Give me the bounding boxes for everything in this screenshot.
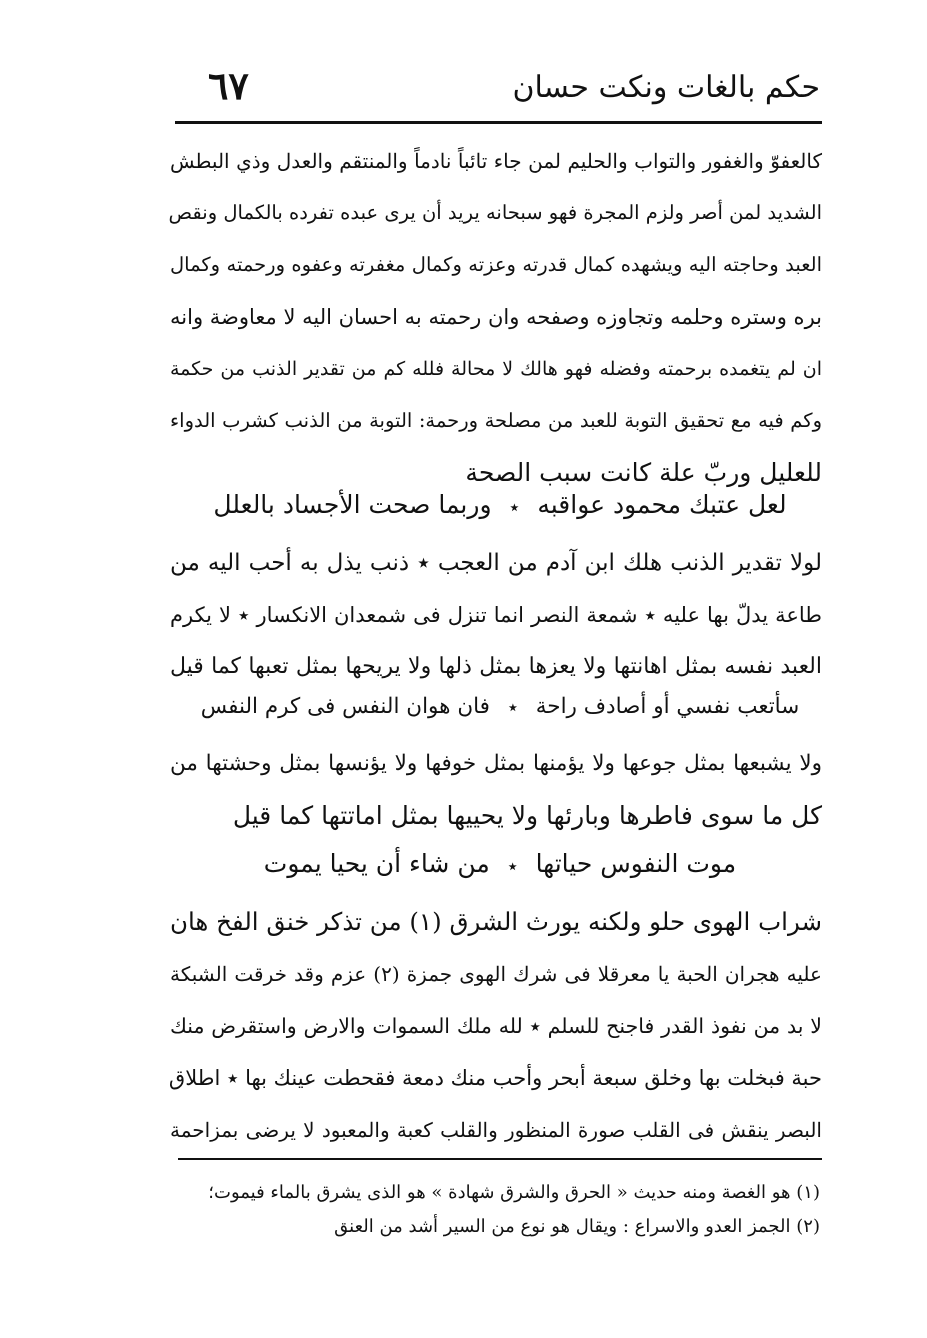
text-line: طاعة يدلّ بها عليه ٭ شمعة النصر انما تنزل فى شمعدان الانكسار ٭ لا يكرم [170,603,822,627]
text-line: لولا تقدير الذنب هلك ابن آدم من العجب ٭ ذنب يذل به أحب اليه من [170,550,822,576]
footnote-rule [178,1158,822,1160]
verse-hemistich: وربما صحت الأجساد بالعلل [213,490,492,519]
verse-separator: ٭ [507,856,518,877]
verse-hemistich: سأتعب نفسي أو أصادف راحة [535,694,800,719]
text-line: كل ما سوى فاطرها وبارئها ولا يحييها بمثل اماتتها كما قيل [232,801,822,830]
text-line: العبد وحاجته اليه ويشهده كمال قدرته وعزته وكمال مغفرته وعفوه ورحمته وكمال [170,253,822,276]
text-line: حبة فبخلت بها وخلق سبعة أبحر وأحب منك دمعة فقحطت عينك بها ٭ اطلاق [168,1066,822,1090]
page-header [180,62,820,118]
text-line: الشديد لمن أصر ولزم المجرة فهو سبحانه يريد أن يرى عبده تفرده بالكمال ونقص [168,201,822,224]
text-line: بره وستره وحلمه وتجاوزه وصفحه وان رحمته به احسان اليه لا معاوضة وانه [170,305,822,329]
footnote-2: (٢) الجمز العدو والاسراع : ويقال هو نوع من السير أشد من العنق [334,1216,820,1237]
verse-hemistich: موت النفوس حياتها [535,849,737,878]
page-number: ٦٧ [208,63,249,108]
text-line: لا بد من نفوذ القدر فاجنح للسلم ٭ لله ملك السموات والارض واستقرض منك [170,1014,822,1038]
text-line: ولا يشبعها بمثل جوعها ولا يؤمنها بمثل خوفها ولا يؤنسها بمثل وحشتها من [170,751,822,776]
verse-separator: ٭ [507,697,518,718]
text-line: البصر ينقش فى القلب صورة المنظور والقلب كعبة والمعبود لا يرضى بمزاحمة [170,1118,822,1142]
text-line: للعليل وربّ علة كانت سبب الصحة [465,458,822,487]
text-line: كالعفوّ والغفور والتواب والحليم لمن جاء تائباً نادماً والمنتقم والعدل وذي البطش [170,149,822,173]
text-line: وكم فيه مع تحقيق التوبة للعبد من مصلحة ورحمة: التوبة من الذنب كشرب الدواء [170,409,822,432]
verse-separator: ٭ [509,497,520,518]
verse-1 [200,479,800,534]
verse-hemistich: من شاء أن يحيا يموت [263,849,490,878]
text-line: شراب الهوى حلو ولكنه يورث الشرق (١) من تذكر خنق الفخ هان [169,907,822,936]
text-line: ان لم يتغمده برحمته وفضله فهو هالك لا محالة فلله كم من تقدير الذنب من حكمة [170,358,822,380]
header-rule [175,121,822,124]
text-line: العبد نفسه بمثل اهانتها ولا يعزها بمثل ذلها ولا يريحها بمثل تعبها كما قيل [170,654,822,679]
verse-hemistich: لعل عتبك محمود عواقبه [537,490,787,519]
footnote-1: (١) هو الغصة ومنه حديث « الحرق والشرق شهادة » هو الذى يشرق بالماء فيموت؛ [208,1182,820,1203]
verse-hemistich: فان هوان النفس فى كرم النفس [200,694,490,719]
text-line: عليه هجران الحبة يا معرقلا فى شرك الهوى جمزة (٢) عزم وقد خرقت الشبكة [170,962,822,986]
verse-3 [200,838,800,893]
running-title: حكم بالغات ونكت حسان [512,70,820,105]
verse-2 [200,681,800,734]
